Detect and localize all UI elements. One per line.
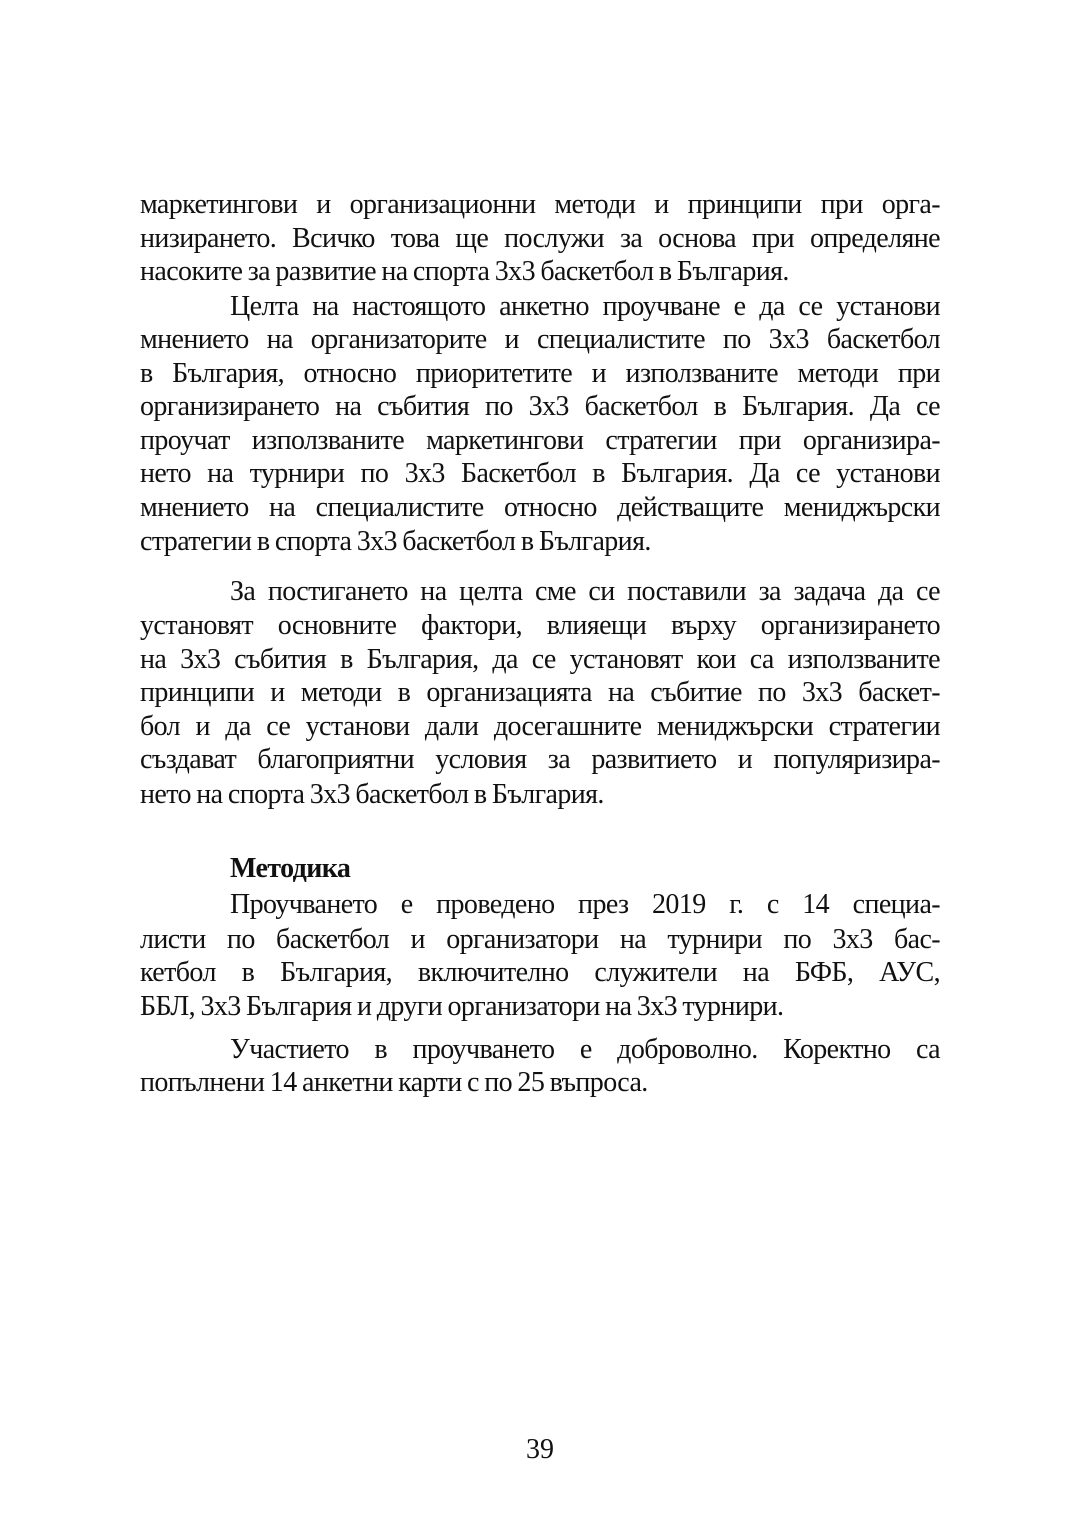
text-line: стратегии в спорта 3х3 баскетбол в България.: [140, 526, 651, 557]
page-number: 39: [526, 1434, 554, 1465]
text-line: създават благоприятни условия за развитието и популяризира-: [140, 744, 940, 775]
text-line: в България, относно приоритетите и използваните методи при: [140, 358, 940, 389]
text-line: За постигането на целта сме си поставили за задача да се: [230, 576, 940, 607]
text-line: проучат използваните маркетингови стратегии при организира-: [140, 425, 940, 456]
text-line: кетбол в България, включително служители на БФБ, АУС,: [140, 957, 940, 988]
text-line: Участието в проучването е доброволно. Коректно са: [230, 1034, 940, 1065]
text-line: насоките за развитие на спорта 3х3 баскетбол в България.: [140, 256, 789, 287]
text-line: низирането. Всичко това ще послужи за основа при определяне: [140, 223, 940, 254]
text-line: организирането на събития по 3х3 баскетбол в България. Да се: [140, 391, 940, 422]
text-line: попълнени 14 анкетни карти с по 25 въпроса.: [140, 1067, 648, 1098]
text-line: установят основните фактори, влияещи върху организирането: [140, 610, 940, 641]
text-line: на 3х3 събития в България, да се установят кои са използваните: [140, 644, 940, 675]
text-line: мнението на специалистите относно действащите мениджърски: [140, 492, 940, 523]
text-line: ББЛ, 3х3 България и други организатори на 3х3 турнири.: [140, 991, 784, 1022]
text-line: листи по баскетбол и организатори на турнири по 3х3 бас-: [140, 924, 940, 955]
text-line: принципи и методи в организацията на събитие по 3х3 баскет-: [140, 677, 940, 708]
text-line: Целта на настоящото анкетно проучване е да се установи: [230, 291, 940, 322]
text-line: бол и да се установи дали досегашните мениджърски стратегии: [140, 711, 940, 742]
text-line: Проучването е проведено през 2019 г. с 14 специа-: [230, 889, 940, 920]
text-line: маркетингови и организационни методи и принципи при орга-: [140, 189, 940, 220]
section-heading: Методика: [230, 853, 351, 884]
text-line: нето на турнири по 3х3 Баскетбол в България. Да се установи: [140, 458, 940, 489]
text-line: нето на спорта 3х3 баскетбол в България.: [140, 779, 604, 810]
text-line: мнението на организаторите и специалистите по 3х3 баскетбол: [140, 324, 940, 355]
